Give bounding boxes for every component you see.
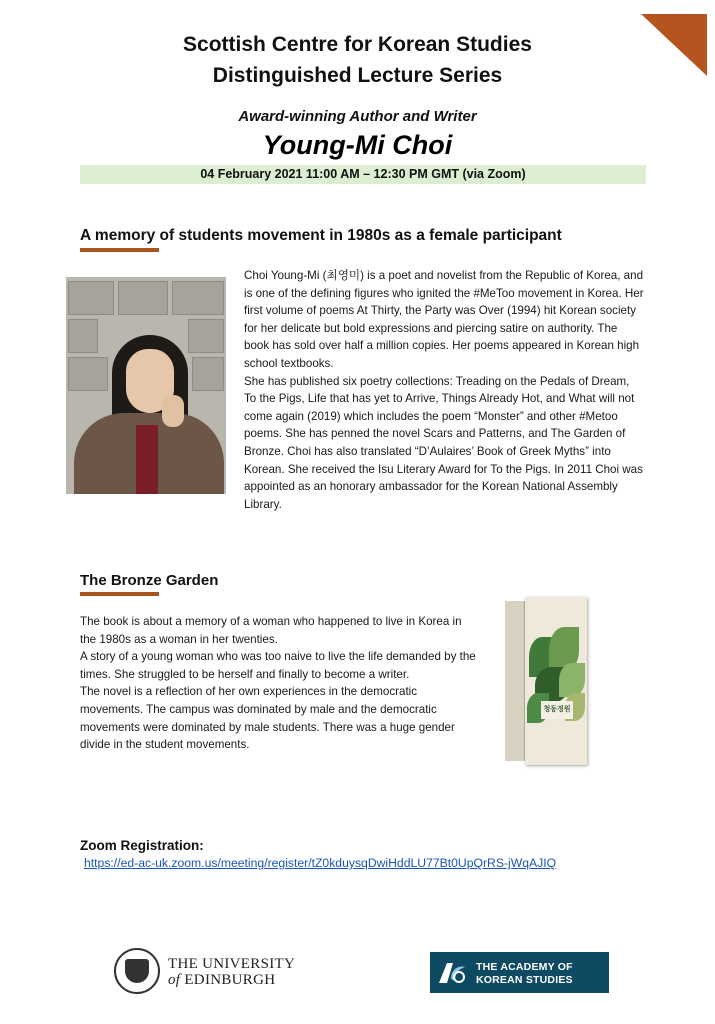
zoom-registration-link[interactable]: https://ed-ac-uk.zoom.us/meeting/register/tZ0kduysqDwiHddLU77Bt0UpQrRS-jWqAJIQ: [84, 856, 557, 870]
event-date: 04 February 2021 11:00 AM – 12:30 PM GMT (via Zoom): [80, 165, 646, 184]
uoe-edinburgh: EDINBURGH: [184, 972, 276, 988]
academy-of-korean-studies-logo: [430, 952, 609, 993]
heading-accent-bar: [80, 592, 159, 596]
aks-name-line2: KOREAN STUDIES: [476, 974, 573, 986]
book-description: [80, 613, 480, 754]
zoom-registration-label: Zoom Registration:: [80, 838, 204, 853]
uoe-name-line1: THE UNIVERSITY: [168, 956, 296, 972]
lecture-topic-heading: A memory of students movement in 1980s as a female participant: [80, 227, 562, 244]
org-title-line1: Scottish Centre for Korean Studies: [183, 33, 532, 56]
author-bio: [244, 267, 644, 513]
speaker-name: Young-Mi Choi: [262, 130, 453, 160]
aks-name-line1: THE ACADEMY OF: [476, 961, 573, 973]
bio-paragraph: She has published six poetry collections: Treading on the Pedals of Dream, To the Pigs, Life that has yet to Arrive, Things Already Hot, and What will not come again (2019) which includes the poem “Monster” and other #Metoo poems. She has penned the novel Scars and Patterns, and The Garden of Bronze. Choi has also translated “D’Aulaires’ Book of Greek Myths” into Korean. She received the Isu Literary Award for To the Pigs. In 2011 Choi was appointed as an honorary ambassador for the Korean National Assembly Library.: [244, 374, 643, 511]
book-spine: [505, 601, 525, 761]
book-cover-image: [505, 597, 587, 765]
university-crest-icon: [114, 948, 160, 994]
book-paragraph: The book is about a memory of a woman who happened to live in Korea in the 1980s as a woman in her twenties.: [80, 615, 462, 646]
book-front: [525, 597, 587, 765]
author-portrait: [66, 277, 226, 494]
heading-accent-bar: [80, 248, 159, 252]
uoe-name-line2: [168, 972, 275, 989]
speaker-subtitle: Award-winning Author and Writer: [238, 108, 477, 125]
book-paragraph: The novel is a reflection of her own experiences in the democratic movements. The campus was dominated by male and the democratic movements were dominated by male students. There was a huge gender divide in the student movements.: [80, 685, 455, 752]
book-heading: The Bronze Garden: [80, 572, 219, 589]
book-paragraph: A story of a young woman who was too naive to live the life demanded by the times. She struggled to be herself and finally to become a writer.: [80, 650, 476, 681]
bio-paragraph: Choi Young-Mi (최영미) is a poet and novelist from the Republic of Korea, and is one of the defining figures who ignited the #MeToo movement in Korea. Her first volume of poems At Thirty, the Party was Over (1994) hit Korean society for her delicate but bold expressions and piercing satire on authority. The book has sold over half a million copies. Her poems appeared in Korean high school textbooks.: [244, 269, 644, 370]
aks-mark-icon: [437, 959, 467, 987]
uoe-of: of: [168, 972, 181, 988]
book-cover-title: 청동정원: [541, 701, 573, 719]
university-of-edinburgh-logo: [114, 948, 304, 996]
org-title-line2: Distinguished Lecture Series: [212, 64, 503, 87]
